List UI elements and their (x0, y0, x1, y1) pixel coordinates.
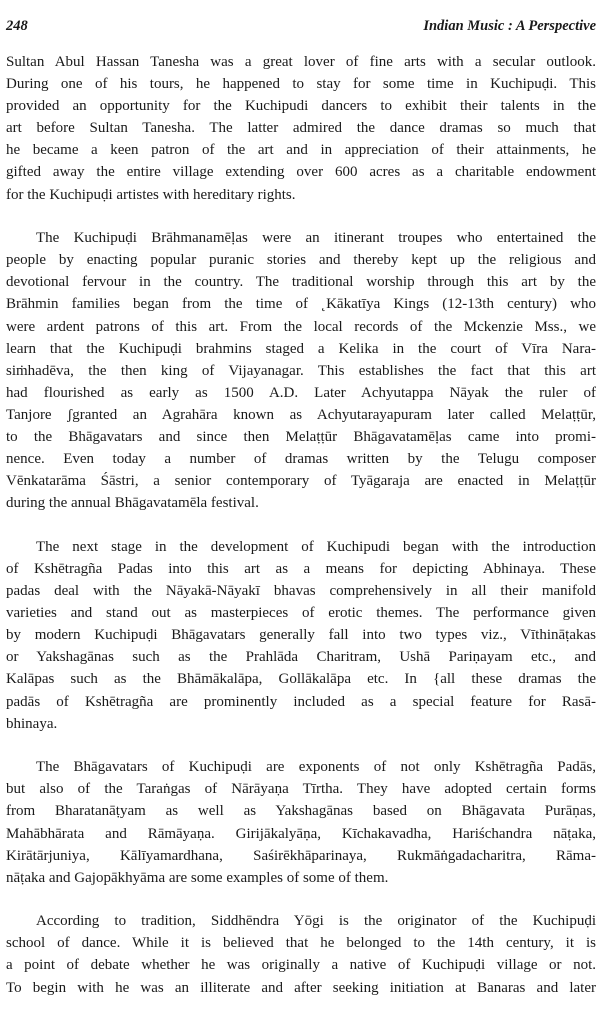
text-line: The next stage in the development of Kuchipudi began with the introduction (36, 538, 596, 555)
text-line: bhinaya. (6, 715, 58, 732)
text-line: of Kshētragña Padas into this art as a means for depicting Abhinaya. These (6, 560, 596, 577)
page-body (6, 51, 596, 1020)
running-title: Indian Music : A Perspective (423, 18, 596, 34)
text-line: learn that the Kuchipuḍi brahmins staged a Kelika in the court of Vīra Nara- (6, 340, 596, 357)
text-line: but also of the Taraṅgas of Nārāyaṇa Tīrtha. They have adopted certain forms (6, 781, 596, 798)
text-line: by modern Kuchipuḍi Bhāgavatars generally fall into two types viz., Vīthināṭakas (6, 627, 596, 644)
text-line: nence. Even today a number of dramas written by the Telugu composer (6, 451, 596, 468)
text-line: were ardent patrons of this art. From the local records of the Mckenzie Mss., we (6, 318, 596, 335)
text-line: Brāhmin families began from the time of ˛Kākatīya Kings (12-13th century) who (6, 296, 596, 313)
text-line: To begin with he was an illiterate and after seeking initiation at Banaras and later (6, 979, 596, 996)
text-line: Kirātārjuniya, Kālīyamardhana, Saśirēkhāparinaya, Rukmāṅgadacharitra, Rāma- (6, 847, 596, 864)
text-line: Tanjore ʃgranted an Agrahāra known as Achyutarayapuram later called Melaṭṭūr, (6, 406, 596, 423)
text-line: According to tradition, Siddhēndra Yōgi is the originator of the Kuchipuḍi (36, 913, 596, 930)
text-line: Sultan Abul Hassan Tanesha was a great lover of fine arts with a secular outlook. (6, 54, 596, 70)
text-line: devotional fervour in the country. The traditional worship through this art by the (6, 274, 596, 291)
text-line: he became a keen patron of the art and in appreciation of their attainments, he (6, 142, 596, 159)
paragraph-brahmanamelas (6, 227, 596, 514)
text-line: during the annual Bhāgavatamēla festival. (6, 495, 259, 512)
page-number: 248 (6, 18, 28, 34)
text-line: a point of debate whether he was originally a native of Kuchipuḍi village or not. (6, 957, 596, 974)
text-line: provided an opportunity for the Kuchipudi dancers to exhibit their talents in the (6, 98, 596, 115)
text-line: Kalāpas such as the Bhāmākalāpa, Gollākalāpa etc. In {all these dramas the (6, 671, 596, 688)
text-line: padās of Kshētragña are prominently included as a special feature for Rasā- (6, 693, 596, 710)
text-line: The Kuchipuḍi Brāhmanamēḷas were an itinerant troupes who entertained the (36, 230, 596, 247)
text-line: varieties and stand out as masterpieces of erotic themes. The performance given (6, 605, 596, 622)
text-line: The Bhāgavatars of Kuchipuḍi are exponents of not only Kshētragña Padās, (36, 759, 596, 776)
text-line: to the Bhāgavatars and since then Melaṭṭūr Bhāgavatamēḷas came into promi- (6, 429, 596, 445)
text-line: gifted away the entire village extending over 600 acres as a charitable endowment (6, 164, 596, 181)
book-page (6, 0, 596, 996)
text-line: art before Sultan Tanesha. The latter admired the dance dramas so much that (6, 120, 596, 137)
text-line: from Bharatanāṭyam as well as Yakshagānas based on Bhāgavata Purāṇas, (6, 803, 596, 820)
text-line: school of dance. While it is believed that he belonged to the 14th century, it is (6, 935, 596, 952)
text-line: padas deal with the Nāyakā-Nāyakī bhavas comprehensively in all their manifold (6, 583, 596, 600)
paragraph-siddhendra (6, 910, 596, 998)
text-line: Vēnkatarāma Śāstri, a senior contemporary of Tyāgaraja are enacted in Melaṭṭūr (6, 473, 596, 490)
paragraph-bhagavatars (6, 756, 596, 889)
text-line: or Yakshagānas such as the Prahlāda Charitram, Ushā Pariṇayam etc., and (6, 649, 596, 666)
text-line: had flourished as early as 1500 A.D. Later Achyutappa Nāyak the ruler of (6, 384, 596, 401)
text-line: nāṭaka and Gajopākhyāma are some examples of some of them. (6, 869, 389, 886)
paragraph-tanesha (6, 51, 596, 206)
text-line: for the Kuchipuḍi artistes with hereditary rights. (6, 186, 296, 203)
text-line: During one of his tours, he happened to stay for some time in Kuchipuḍi. This (6, 76, 596, 93)
text-line: Mahābhārata and Rāmāyaṇa. Girijākalyāṇa, Kīchakavadha, Hariśchandra nāṭaka, (6, 825, 596, 842)
paragraph-kshetragna (6, 536, 596, 735)
text-line: siṁhadēva, the then king of Vijayanagar. This establishes the fact that this art (6, 362, 596, 379)
text-line: people by enacting popular puranic stories and thereby kept up the religious and (6, 252, 596, 269)
page-header (6, 18, 596, 40)
